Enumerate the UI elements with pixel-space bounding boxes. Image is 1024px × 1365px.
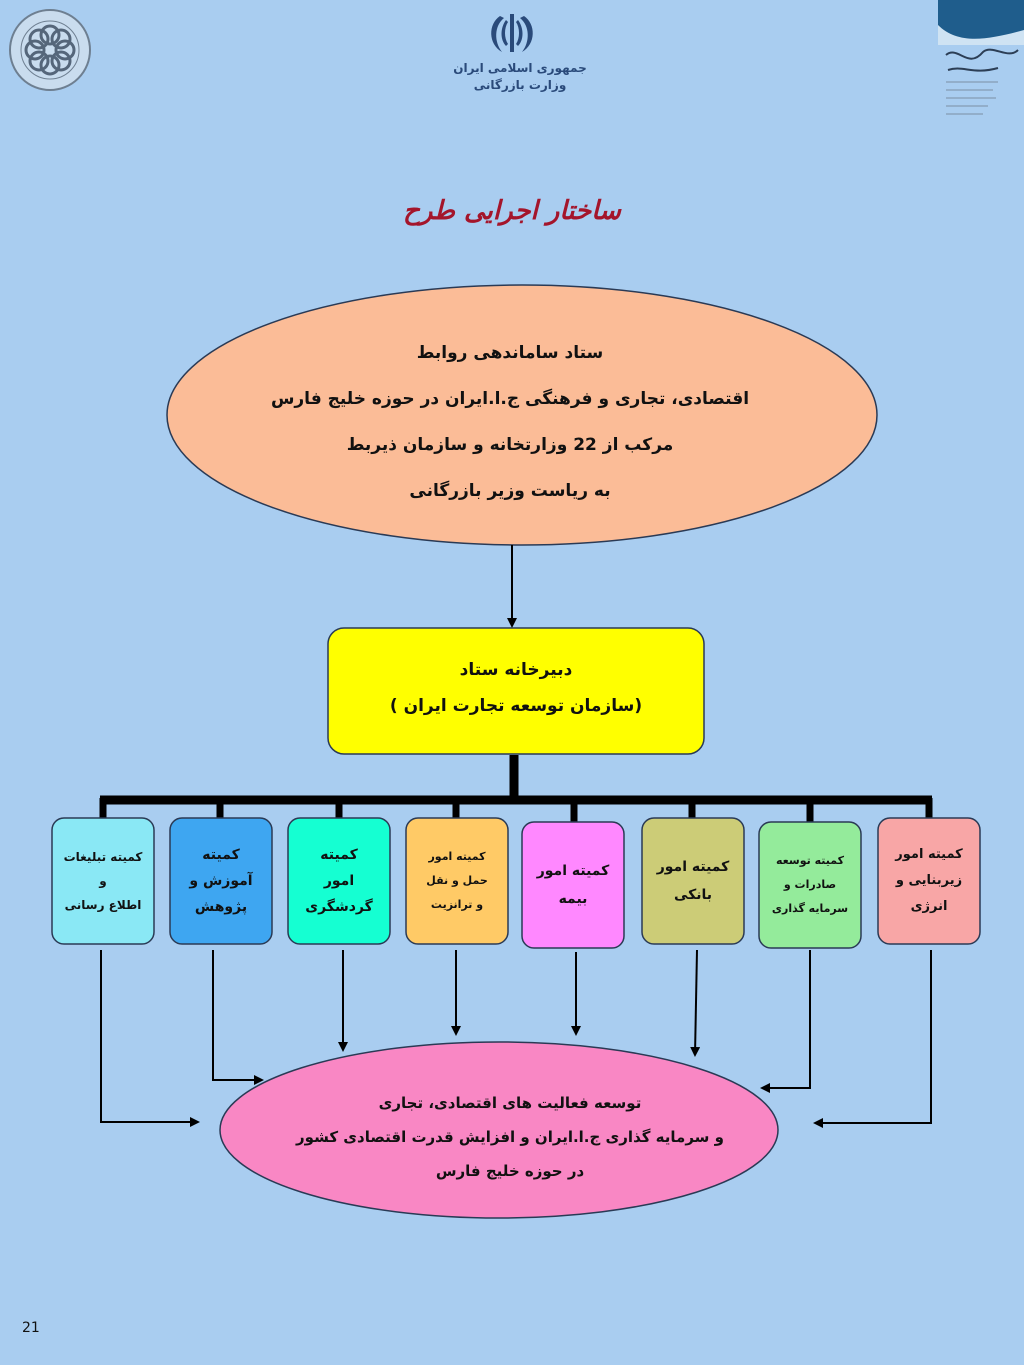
committee-label-5 bbox=[522, 822, 624, 948]
c4-line-3: و ترانزیت bbox=[430, 898, 484, 911]
arrow-committee-8 bbox=[815, 950, 931, 1123]
hq-line-2: اقتصادی، تجاری و فرهنگی ج.ا.ایران در حوزه خلیج فارس bbox=[270, 389, 750, 409]
c4-line-2: حمل و نقل bbox=[426, 874, 488, 887]
committee-label-4 bbox=[406, 818, 508, 944]
c3-line-3: گردشگری bbox=[305, 899, 373, 915]
c6-line-2: بانکی bbox=[673, 887, 713, 903]
committee-label-6 bbox=[642, 818, 744, 944]
page-title: ساختار اجرایی طرح bbox=[403, 196, 621, 226]
c5-line-1: کمیته امور bbox=[536, 863, 610, 879]
c2-line-2: آموزش و bbox=[189, 873, 253, 889]
hq-line-1: ستاد ساماندهی روابط bbox=[416, 343, 604, 363]
hq-line-4: به ریاست وزیر بازرگانی bbox=[409, 481, 611, 501]
c3-line-1: کمیته bbox=[320, 847, 358, 863]
c6-line-1: کمیته امور bbox=[656, 859, 730, 875]
c1-line-3: اطلاع رسانی bbox=[64, 898, 142, 912]
goal-label bbox=[240, 1086, 780, 1188]
goal-line-3: در حوزه خلیج فارس bbox=[435, 1162, 585, 1180]
committee-label-3 bbox=[288, 818, 390, 944]
c7-line-2: صادرات و bbox=[783, 878, 837, 891]
goal-line-1: توسعه فعالیت های اقتصادی، تجاری bbox=[378, 1094, 642, 1112]
committee-label-2 bbox=[170, 818, 272, 944]
c3-line-2: امور bbox=[323, 873, 355, 889]
c8-line-3: انرژی bbox=[910, 899, 948, 914]
arrow-committee-6 bbox=[695, 950, 697, 1055]
emblem-line-1: جمهوری اسلامی ایران bbox=[453, 61, 587, 75]
headquarters-label bbox=[230, 330, 790, 514]
goal-line-2: و سرمایه گذاری ج.ا.ایران و افزایش قدرت اقتصادی کشور bbox=[296, 1128, 724, 1146]
committee-label-8 bbox=[878, 818, 980, 944]
c5-line-2: بیمه bbox=[558, 891, 588, 907]
arrow-committee-1 bbox=[101, 950, 198, 1122]
arrow-committee-2 bbox=[213, 950, 262, 1080]
c7-line-1: کمیته توسعه bbox=[776, 854, 844, 867]
hq-line-3: مرکب از 22 وزارتخانه و سازمان ذیربط bbox=[346, 435, 674, 455]
c2-line-3: پژوهش bbox=[194, 899, 248, 915]
c2-line-1: کمیته bbox=[202, 847, 240, 863]
arrow-committee-7 bbox=[762, 950, 810, 1088]
c1-line-1: کمیته تبلیغات bbox=[63, 850, 143, 864]
committee-label-1 bbox=[52, 818, 154, 944]
sec-line-1: دبیرخانه ستاد bbox=[459, 660, 573, 680]
c7-line-3: سرمایه گذاری bbox=[771, 902, 849, 915]
c8-line-1: کمیته امور bbox=[895, 847, 963, 862]
emblem-line-2: وزارت بازرگانی bbox=[473, 78, 567, 92]
c1-line-2: و bbox=[99, 874, 107, 888]
page-number: 21 bbox=[22, 1320, 40, 1336]
c8-line-2: زیربنایی و bbox=[895, 873, 963, 888]
c4-line-1: کمیته امور bbox=[428, 850, 486, 863]
sec-line-2: (سازمان توسعه تجارت ایران ) bbox=[389, 696, 643, 716]
committee-label-7 bbox=[759, 822, 861, 948]
secretariat-label bbox=[330, 652, 702, 724]
